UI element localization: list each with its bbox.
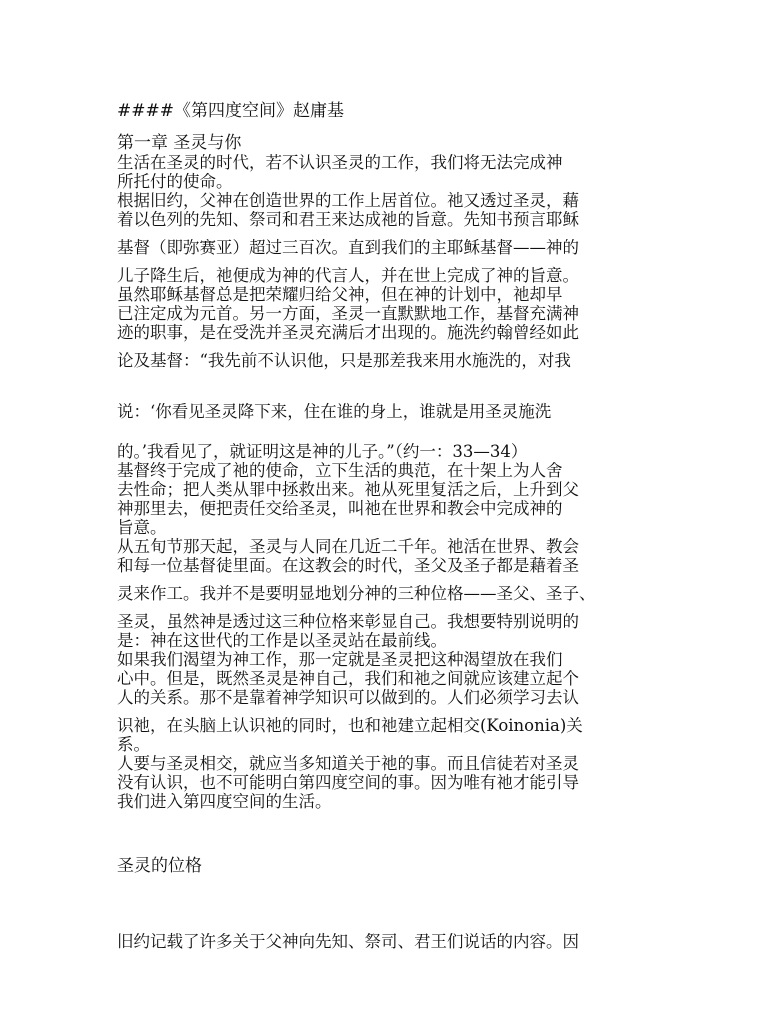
text-line: 的。’我看见了，就证明这是神的儿子。”（约一：33—34）: [117, 442, 528, 461]
text-line: 说：‘你看见圣灵降下来，住在谁的身上，谁就是用圣灵施洗: [117, 402, 552, 421]
text-line: 论及基督：“我先前不认识他，只是那差我来用水施洗的，对我: [117, 351, 571, 370]
chapter-heading: 第一章 圣灵与你: [117, 133, 242, 153]
text-line: 灵来作工。我并不是要明显地划分神的三种位格——圣父、圣子、: [117, 584, 596, 603]
text-line: 是：神在这世代的工作是以圣灵站在最前线。: [117, 631, 447, 650]
text-line: 已注定成为元首。另一方面，圣灵一直默默地工作，基督充满神: [117, 304, 579, 323]
text-line: 识祂，在头脑上认识祂的同时，也和祂建立起相交(Koinonia)关: [117, 716, 583, 735]
document-page: [117, 100, 657, 951]
text-line: 根据旧约，父神在创造世界的工作上居首位。祂又透过圣灵，藉: [117, 191, 579, 210]
text-line: 旧约记载了许多关于父神向先知、祭司、君王们说话的内容。因: [117, 932, 579, 951]
text-line: 虽然耶稣基督总是把荣耀归给父神，但在神的计划中，祂却早: [117, 285, 563, 304]
text-line: 所托付的使命。: [117, 172, 233, 191]
text-line: 我们进入第四度空间的生活。: [117, 792, 332, 811]
body-text: [117, 153, 657, 811]
text-line: 系。: [117, 735, 150, 754]
text-line: 基督终于完成了祂的使命，立下生活的典范，在十架上为人舍: [117, 461, 563, 480]
document-title: ####《第四度空间》赵庸基: [117, 101, 344, 121]
text-line: 迹的职事，是在受洗并圣灵充满后才出现的。施洗约翰曾经如此: [117, 323, 579, 342]
text-line: 从五旬节那天起，圣灵与人同在几近二千年。祂活在世界、教会: [117, 537, 579, 556]
text-line: 儿子降生后，祂便成为神的代言人，并在世上完成了神的旨意。: [117, 266, 579, 285]
text-line: 圣灵，虽然神是透过这三种位格来彰显自己。我想要特别说明的: [117, 612, 579, 631]
text-line: 生活在圣灵的时代，若不认识圣灵的工作，我们将无法完成神: [117, 153, 563, 172]
text-line: 旨意。: [117, 518, 167, 537]
text-line: 去性命；把人类从罪中拯救出来。祂从死里复活之后，上升到父: [117, 480, 579, 499]
text-line: 和每一位基督徒里面。在这教会的时代，圣父及圣子都是藉着圣: [117, 556, 579, 575]
text-line: 没有认识，也不可能明白第四度空间的事。因为唯有祂才能引导: [117, 773, 579, 792]
text-line: 基督（即弥赛亚）超过三百次。直到我们的主耶稣基督——神的: [117, 238, 579, 257]
text-line: 着以色列的先知、祭司和君王来达成祂的旨意。先知书预言耶稣: [117, 210, 579, 229]
text-line: 心中。但是，既然圣灵是神自己，我们和祂之间就应该建立起个: [117, 669, 579, 688]
text-line: 如果我们渴望为神工作，那一定就是圣灵把这种渴望放在我们: [117, 650, 563, 669]
text-line: 神那里去，便把责任交给圣灵，叫祂在世界和教会中完成神的: [117, 499, 563, 518]
text-line: 人要与圣灵相交，就应当多知道关于祂的事。而且信徒若对圣灵: [117, 754, 579, 773]
section-heading: 圣灵的位格: [117, 856, 202, 876]
text-line: 人的关系。那不是靠着神学知识可以做到的。人们必须学习去认: [117, 688, 579, 707]
